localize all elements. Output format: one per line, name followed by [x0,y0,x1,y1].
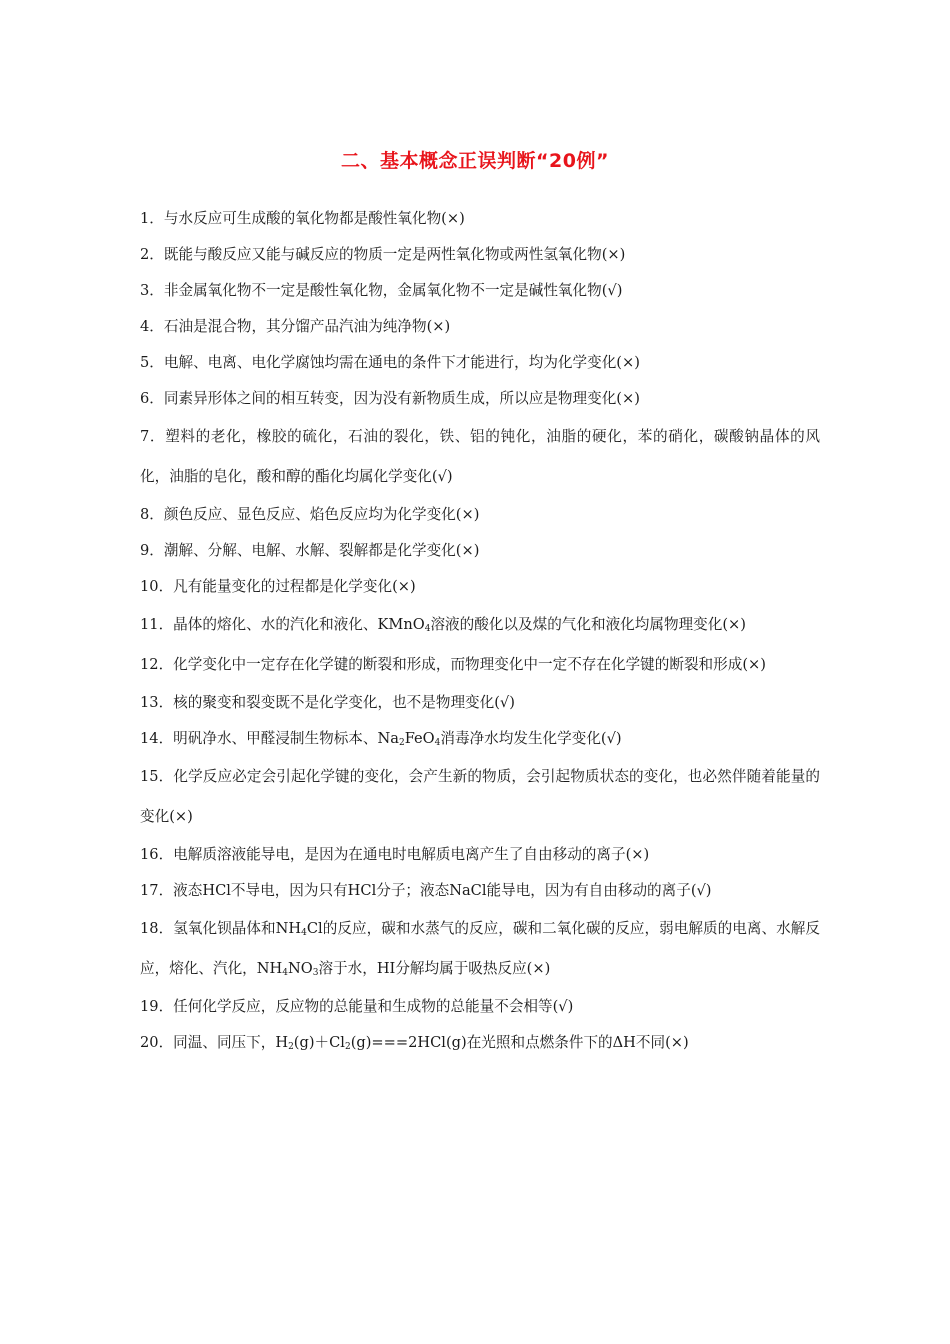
list-item [140,605,820,645]
list-item [140,533,820,569]
item-number: 2． [140,246,164,263]
subscript: 2 [398,738,405,748]
item-number: 10． [140,578,174,595]
list-item [140,645,820,685]
list-item [140,309,820,345]
item-text-part: NO [287,960,313,977]
page-title: 二、基本概念正误判断“20例” [341,150,609,172]
item-text: 非金属氧化物不一定是酸性氧化物，金属氧化物不一定是碱性氧化物(√) [163,282,623,299]
item-text: 化学反应必定会引起化学键的变化，会产生新的物质，会引起物质状态的变化，也必然伴随着能量的变化(×) [140,768,820,825]
item-number: 7． [140,428,166,445]
item-number: 14． [140,730,174,747]
item-text: 颜色反应、显色反应、焰色反应均为化学变化(×) [163,506,480,523]
list-item [140,685,820,721]
item-number: 11． [140,616,174,633]
list-item [140,1025,820,1061]
subscript: 2 [288,1042,294,1052]
item-number: 5． [140,354,164,371]
item-text: 同素异形体之间的相互转变，因为没有新物质生成，所以应是物理变化(×) [163,390,640,407]
item-number: 18． [140,920,174,937]
list-item [140,873,820,909]
subscript: 4 [282,968,288,978]
subscript: 2 [344,1042,351,1052]
item-text: 任何化学反应，反应物的总能量和生成物的总能量不会相等(√) [173,998,574,1015]
item-text: 既能与酸反应又能与碱反应的物质一定是两性氧化物或两性氢氧化物(×) [163,246,626,263]
list-item [140,721,820,757]
item-text-part: 溶液的酸化以及煤的气化和液化均属物理变化(×) [430,616,746,633]
item-number: 20． [140,1034,174,1051]
list-item [140,989,820,1025]
list-item [140,201,820,237]
item-list [140,201,820,1061]
item-text-part: 明矾净水、甲醛浸制生物标本、Na [173,730,399,747]
subscript: 4 [301,928,307,938]
item-number: 16． [140,846,174,863]
item-text-part: 氢氧化钡晶体和NH [173,920,302,937]
item-text-part: (g)===2HCl(g)在光照和点燃条件下的ΔH不同(×) [350,1034,689,1051]
item-text: 电解、电离、电化学腐蚀均需在通电的条件下才能进行，均为化学变化(×) [163,354,640,371]
list-item [140,381,820,417]
item-number: 8． [140,506,164,523]
item-number: 17． [140,882,174,899]
item-text: 核的聚变和裂变既不是化学变化，也不是物理变化(√) [173,694,515,711]
item-text-part: FeO [404,730,435,747]
item-text: 凡有能量变化的过程都是化学变化(×) [173,578,416,595]
subscript: 4 [424,624,431,634]
item-text-part: 晶体的熔化、水的汽化和液化、KMnO [173,616,425,633]
item-number: 15． [140,768,174,785]
item-text: 化学变化中一定存在化学键的断裂和形成，而物理变化中一定不存在化学键的断裂和形成(×) [173,656,766,673]
list-item [140,837,820,873]
subscript: 4 [434,738,441,748]
item-text-part: 溶于水，HI分解均属于吸热反应(×) [318,960,551,977]
list-item [140,757,820,837]
item-number: 1． [140,210,164,227]
subscript: 3 [312,968,319,978]
item-number: 9． [140,542,164,559]
item-text-part: 消毒净水均发生化学变化(√) [440,730,622,747]
item-text: 石油是混合物，其分馏产品汽油为纯净物(×) [163,318,451,335]
list-item [140,417,820,497]
item-number: 3． [140,282,164,299]
item-text-part: (g)＋Cl [293,1034,345,1051]
item-number: 19． [140,998,174,1015]
item-text: 电解质溶液能导电，是因为在通电时电解质电离产生了自由移动的离子(×) [173,846,650,863]
item-number: 12． [140,656,174,673]
item-number: 4． [140,318,164,335]
list-item [140,569,820,605]
list-item [140,909,820,989]
item-text: 液态HCl不导电，因为只有HCl分子；液态NaCl能导电，因为有自由移动的离子(√) [173,882,712,899]
list-item [140,237,820,273]
item-text-part: 同温、同压下，H [173,1034,289,1051]
item-text: 潮解、分解、电解、水解、裂解都是化学变化(×) [163,542,480,559]
item-text-part: Cl的反应，碳和水蒸气的反应，碳和二氧化碳的反应，弱电解质的电离、水解反应，熔化、汽化，NH [140,920,820,977]
item-text: 塑料的老化，橡胶的硫化，石油的裂化，铁、铝的钝化，油脂的硬化，苯的硝化，碳酸钠晶体的风化，油脂的皂化，酸和醇的酯化均属化学变化(√) [140,428,820,485]
item-text: 与水反应可生成酸的氧化物都是酸性氧化物(×) [163,210,465,227]
list-item [140,345,820,381]
list-item [140,497,820,533]
list-item [140,273,820,309]
item-number: 6． [140,390,164,407]
item-number: 13． [140,694,174,711]
